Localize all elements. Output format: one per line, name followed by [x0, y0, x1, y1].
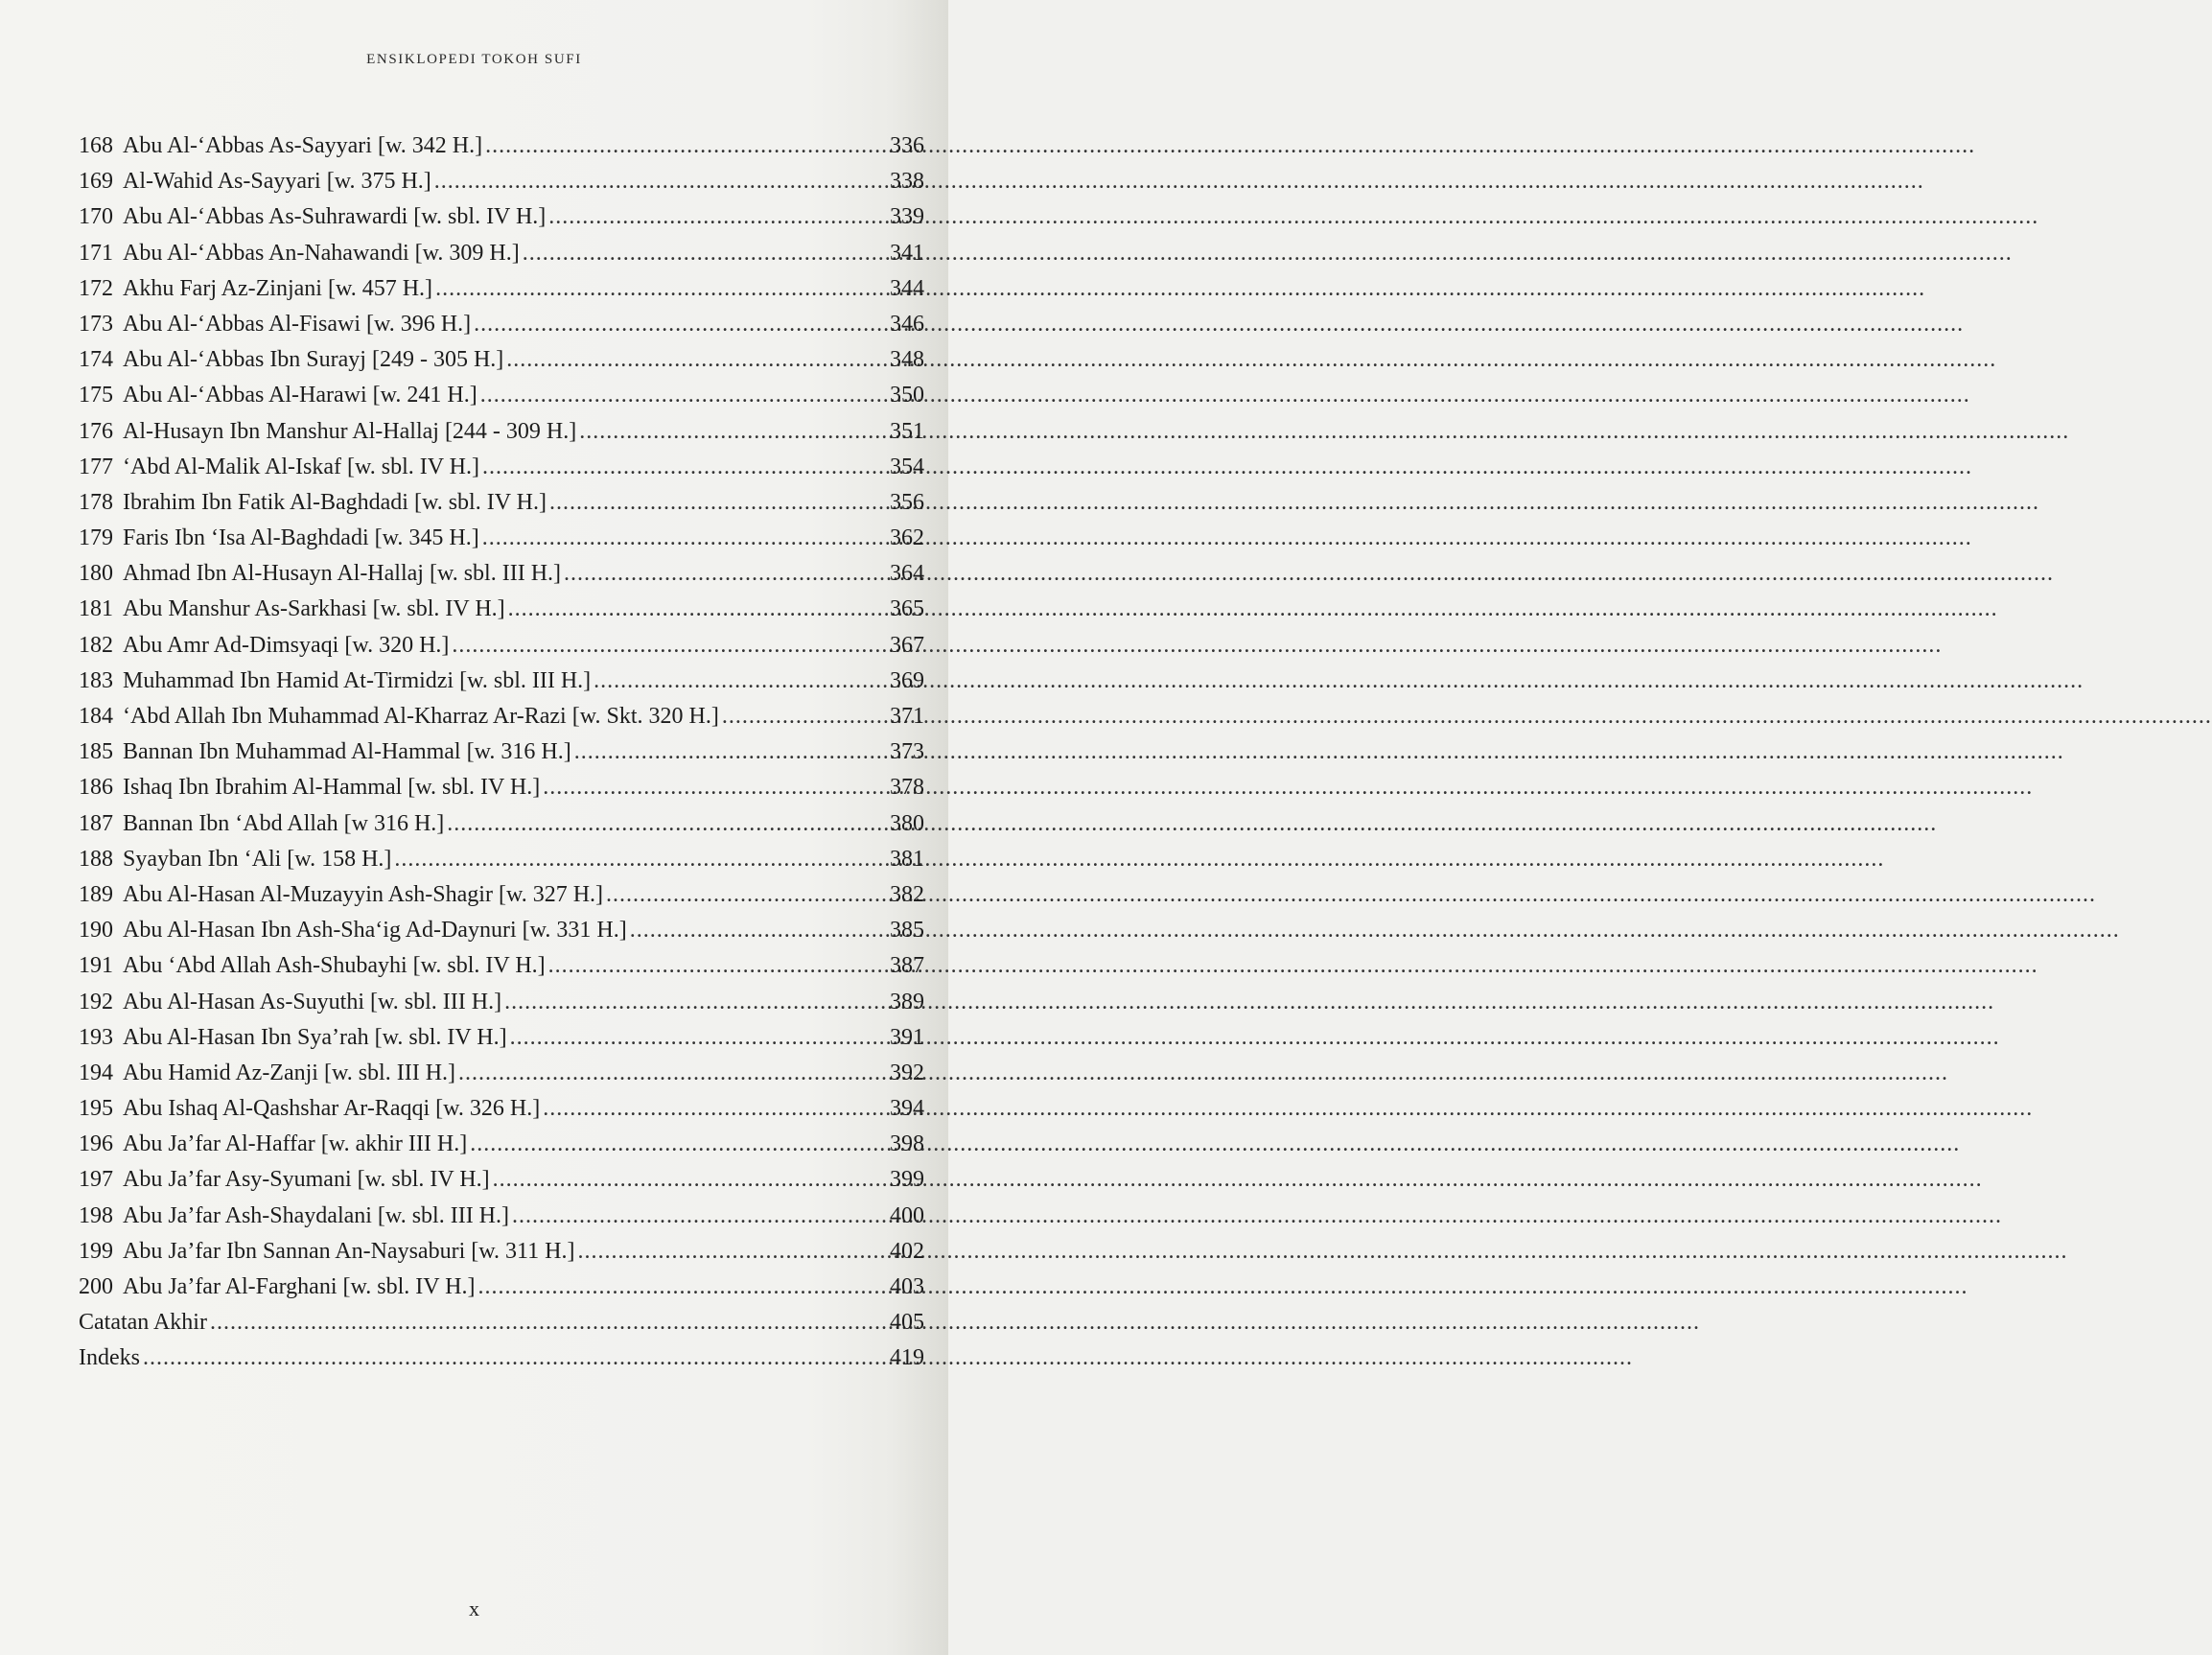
entry-page-number: 371	[890, 704, 924, 729]
entry-page-number: 402	[890, 1238, 924, 1264]
entry-number: 174	[79, 347, 113, 373]
entry-title: Abu Al-‘Abbas As-Sayyari [w. 342 H.]	[123, 133, 483, 158]
dot-leader	[722, 699, 887, 734]
dot-leader	[574, 734, 887, 770]
entry-page-number: 400	[890, 1202, 924, 1228]
toc-entry	[79, 1091, 924, 1127]
entry-page-number: 381	[890, 846, 924, 872]
entry-page-number: 354	[890, 454, 924, 479]
entry-number: 186	[79, 775, 113, 801]
toc-entry	[79, 1127, 924, 1162]
entry-number: 170	[79, 204, 113, 230]
entry-number: 184	[79, 704, 113, 729]
entry-title: Bannan Ibn Muhammad Al-Hammal [w. 316 H.]	[123, 739, 571, 765]
toc-entry	[79, 628, 924, 664]
toc-entry	[79, 1162, 924, 1198]
entry-page-number: 351	[890, 418, 924, 444]
entry-page-number: 348	[890, 347, 924, 373]
entry-page-number: 419	[890, 1345, 924, 1371]
dot-leader	[434, 164, 887, 199]
dot-leader	[523, 236, 887, 271]
entry-title: Abu Ja’far Ash-Shaydalani [w. sbl. III H.]	[123, 1202, 510, 1228]
entry-title: Abu Ja’far Al-Haffar [w. akhir III H.]	[123, 1131, 468, 1157]
dot-leader	[210, 1305, 887, 1340]
entry-number: 195	[79, 1096, 113, 1122]
dot-leader	[577, 1234, 887, 1270]
entry-title: Abu Al-Hasan As-Suyuthi [w. sbl. III H.]	[123, 989, 502, 1014]
toc-entry	[79, 556, 924, 592]
toc-entry	[79, 1340, 924, 1376]
page-folio: x	[469, 1597, 479, 1620]
entry-title: Syayban Ibn ‘Ali [w. 158 H.]	[123, 846, 392, 872]
toc-entry	[79, 734, 924, 770]
toc-entry	[79, 342, 924, 378]
entry-page-number: 346	[890, 311, 924, 337]
entry-number: 181	[79, 596, 113, 622]
entry-number: 199	[79, 1238, 113, 1264]
toc-entry	[79, 450, 924, 485]
entry-title: Abu Al-‘Abbas Al-Harawi [w. 241 H.]	[123, 383, 477, 408]
entry-page-number: 356	[890, 489, 924, 515]
entry-title: Faris Ibn ‘Isa Al-Baghdadi [w. 345 H.]	[123, 525, 479, 551]
entry-page-number: 344	[890, 275, 924, 301]
entry-title: Al-Wahid As-Sayyari [w. 375 H.]	[123, 169, 431, 195]
entry-page-number: 399	[890, 1167, 924, 1193]
entry-title: Abu Hamid Az-Zanji [w. sbl. III H.]	[123, 1060, 456, 1085]
entry-number: 176	[79, 418, 113, 444]
toc-entry	[79, 948, 924, 984]
toc-entry	[79, 770, 924, 805]
entry-title: Ishaq Ibn Ibrahim Al-Hammal [w. sbl. IV H.]	[123, 775, 541, 801]
toc-entry	[79, 271, 924, 307]
entry-title: Indeks	[79, 1345, 140, 1371]
dot-leader	[470, 1127, 887, 1162]
entry-page-number: 385	[890, 918, 924, 944]
entry-number: 179	[79, 525, 113, 551]
entry-number: 182	[79, 632, 113, 658]
dot-leader	[452, 628, 887, 664]
entry-page-number: 362	[890, 525, 924, 551]
running-head: ENSIKLOPEDI TOKOH SUFI	[366, 52, 582, 67]
entry-number: 168	[79, 133, 113, 158]
entry-number: 198	[79, 1202, 113, 1228]
toc-entry	[79, 664, 924, 699]
entry-title: ‘Abd Al-Malik Al-Iskaf [w. sbl. IV H.]	[123, 454, 479, 479]
dot-leader	[508, 592, 887, 627]
toc-entry	[79, 1056, 924, 1091]
entry-page-number: 364	[890, 561, 924, 587]
entry-number: 197	[79, 1167, 113, 1193]
entry-title: Abu Ja’far Ibn Sannan An-Naysaburi [w. 311 H.]	[123, 1238, 575, 1264]
entry-title: Catatan Akhir	[79, 1310, 207, 1336]
dot-leader	[143, 1340, 887, 1376]
entry-number: 190	[79, 918, 113, 944]
entry-page-number: 373	[890, 739, 924, 765]
entry-number: 189	[79, 881, 113, 907]
entry-number: 175	[79, 383, 113, 408]
entry-page-number: 380	[890, 810, 924, 836]
entry-page-number: 336	[890, 133, 924, 158]
entry-number: 188	[79, 846, 113, 872]
entry-number: 200	[79, 1274, 113, 1299]
entry-page-number: 392	[890, 1060, 924, 1085]
entry-page-number: 350	[890, 383, 924, 408]
entry-number: 173	[79, 311, 113, 337]
entry-title: Abu Ja’far Al-Farghani [w. sbl. IV H.]	[123, 1274, 476, 1299]
entry-page-number: 405	[890, 1310, 924, 1336]
entry-page-number: 339	[890, 204, 924, 230]
entry-title: Abu Ja’far Asy-Syumani [w. sbl. IV H.]	[123, 1167, 490, 1193]
entry-page-number: 367	[890, 632, 924, 658]
entry-page-number: 338	[890, 169, 924, 195]
dot-leader	[482, 521, 887, 556]
entry-number: 177	[79, 454, 113, 479]
entry-title: Bannan Ibn ‘Abd Allah [w 316 H.]	[123, 810, 445, 836]
toc-entry	[79, 985, 924, 1020]
dot-leader	[543, 1091, 887, 1127]
toc-entry	[79, 806, 924, 842]
entry-page-number: 394	[890, 1096, 924, 1122]
entry-page-number: 341	[890, 240, 924, 266]
toc-entry	[79, 236, 924, 271]
entry-page-number: 403	[890, 1274, 924, 1299]
entry-title: Abu Al-Hasan Al-Muzayyin Ash-Shagir [w. 327 H.]	[123, 881, 604, 907]
entry-number: 187	[79, 810, 113, 836]
toc-entry	[79, 1305, 924, 1340]
entry-page-number: 382	[890, 881, 924, 907]
entry-page-number: 365	[890, 596, 924, 622]
toc-entry	[79, 128, 924, 164]
entry-number: 196	[79, 1131, 113, 1157]
dot-leader	[594, 664, 887, 699]
entry-title: Abu Al-Hasan Ibn Ash-Sha‘ig Ad-Daynuri [w. 331 H.]	[123, 918, 627, 944]
entry-number: 180	[79, 561, 113, 587]
toc-entry	[79, 699, 924, 734]
dot-leader	[512, 1199, 887, 1234]
entry-number: 171	[79, 240, 113, 266]
toc-entry	[79, 1020, 924, 1056]
toc-entry	[79, 1199, 924, 1234]
dot-leader	[510, 1020, 887, 1056]
entry-page-number: 387	[890, 953, 924, 979]
entry-page-number: 389	[890, 989, 924, 1014]
entry-title: Abu Ishaq Al-Qashshar Ar-Raqqi [w. 326 H.]	[123, 1096, 541, 1122]
toc-entry	[79, 164, 924, 199]
entry-number: 194	[79, 1060, 113, 1085]
entry-title: Ahmad Ibn Al-Husayn Al-Hallaj [w. sbl. III H.]	[123, 561, 562, 587]
dot-leader	[485, 128, 887, 164]
entry-title: Abu Al-‘Abbas Al-Fisawi [w. 396 H.]	[123, 311, 472, 337]
entry-title: Abu ‘Abd Allah Ash-Shubayhi [w. sbl. IV H.]	[123, 953, 546, 979]
dot-leader	[447, 806, 887, 842]
dot-leader	[579, 414, 887, 450]
book-page	[0, 0, 948, 1655]
toc-entry	[79, 307, 924, 342]
entry-title: Ibrahim Ibn Fatik Al-Baghdadi [w. sbl. IV H.]	[123, 489, 547, 515]
dot-leader	[548, 948, 887, 984]
entry-number: 178	[79, 489, 113, 515]
toc-entry	[79, 199, 924, 235]
toc-entry	[79, 842, 924, 877]
dot-leader	[458, 1056, 887, 1091]
dot-leader	[474, 307, 887, 342]
entry-number: 183	[79, 667, 113, 693]
entry-number: 191	[79, 953, 113, 979]
dot-leader	[506, 342, 887, 378]
toc-entry	[79, 414, 924, 450]
dot-leader	[564, 556, 887, 592]
dot-leader	[606, 877, 887, 913]
entry-title: Abu Manshur As-Sarkhasi [w. sbl. IV H.]	[123, 596, 505, 622]
dot-leader	[549, 485, 887, 521]
dot-leader	[394, 842, 887, 877]
dot-leader	[480, 378, 887, 413]
dot-leader	[482, 450, 887, 485]
entry-title: Abu Al-‘Abbas As-Suhrawardi [w. sbl. IV H.]	[123, 204, 547, 230]
table-of-contents	[79, 128, 924, 1377]
entry-page-number: 398	[890, 1131, 924, 1157]
toc-entry	[79, 1234, 924, 1270]
dot-leader	[548, 199, 887, 235]
entry-number: 185	[79, 739, 113, 765]
entry-number: 192	[79, 989, 113, 1014]
dot-leader	[630, 913, 887, 948]
dot-leader	[435, 271, 887, 307]
toc-entry	[79, 521, 924, 556]
toc-entry	[79, 913, 924, 948]
entry-number: 193	[79, 1024, 113, 1050]
entry-number: 169	[79, 169, 113, 195]
entry-title: Abu Al-‘Abbas An-Nahawandi [w. 309 H.]	[123, 240, 520, 266]
dot-leader	[543, 770, 887, 805]
entry-title: Akhu Farj Az-Zinjani [w. 457 H.]	[123, 275, 433, 301]
entry-title: ‘Abd Allah Ibn Muhammad Al-Kharraz Ar-Razi [w. Skt. 320 H.]	[123, 704, 719, 729]
entry-title: Al-Husayn Ibn Manshur Al-Hallaj [244 - 309 H.]	[123, 418, 577, 444]
toc-entry	[79, 485, 924, 521]
dot-leader	[478, 1270, 888, 1305]
entry-title: Muhammad Ibn Hamid At-Tirmidzi [w. sbl. III H.]	[123, 667, 592, 693]
entry-page-number: 369	[890, 667, 924, 693]
toc-entry	[79, 877, 924, 913]
entry-page-number: 391	[890, 1024, 924, 1050]
dot-leader	[493, 1162, 887, 1198]
entry-title: Abu Al-‘Abbas Ibn Surayj [249 - 305 H.]	[123, 347, 504, 373]
toc-entry	[79, 378, 924, 413]
toc-entry	[79, 592, 924, 627]
toc-entry	[79, 1270, 924, 1305]
entry-number: 172	[79, 275, 113, 301]
entry-title: Abu Amr Ad-Dimsyaqi [w. 320 H.]	[123, 632, 450, 658]
entry-page-number: 378	[890, 775, 924, 801]
dot-leader	[504, 985, 887, 1020]
entry-title: Abu Al-Hasan Ibn Sya’rah [w. sbl. IV H.]	[123, 1024, 507, 1050]
